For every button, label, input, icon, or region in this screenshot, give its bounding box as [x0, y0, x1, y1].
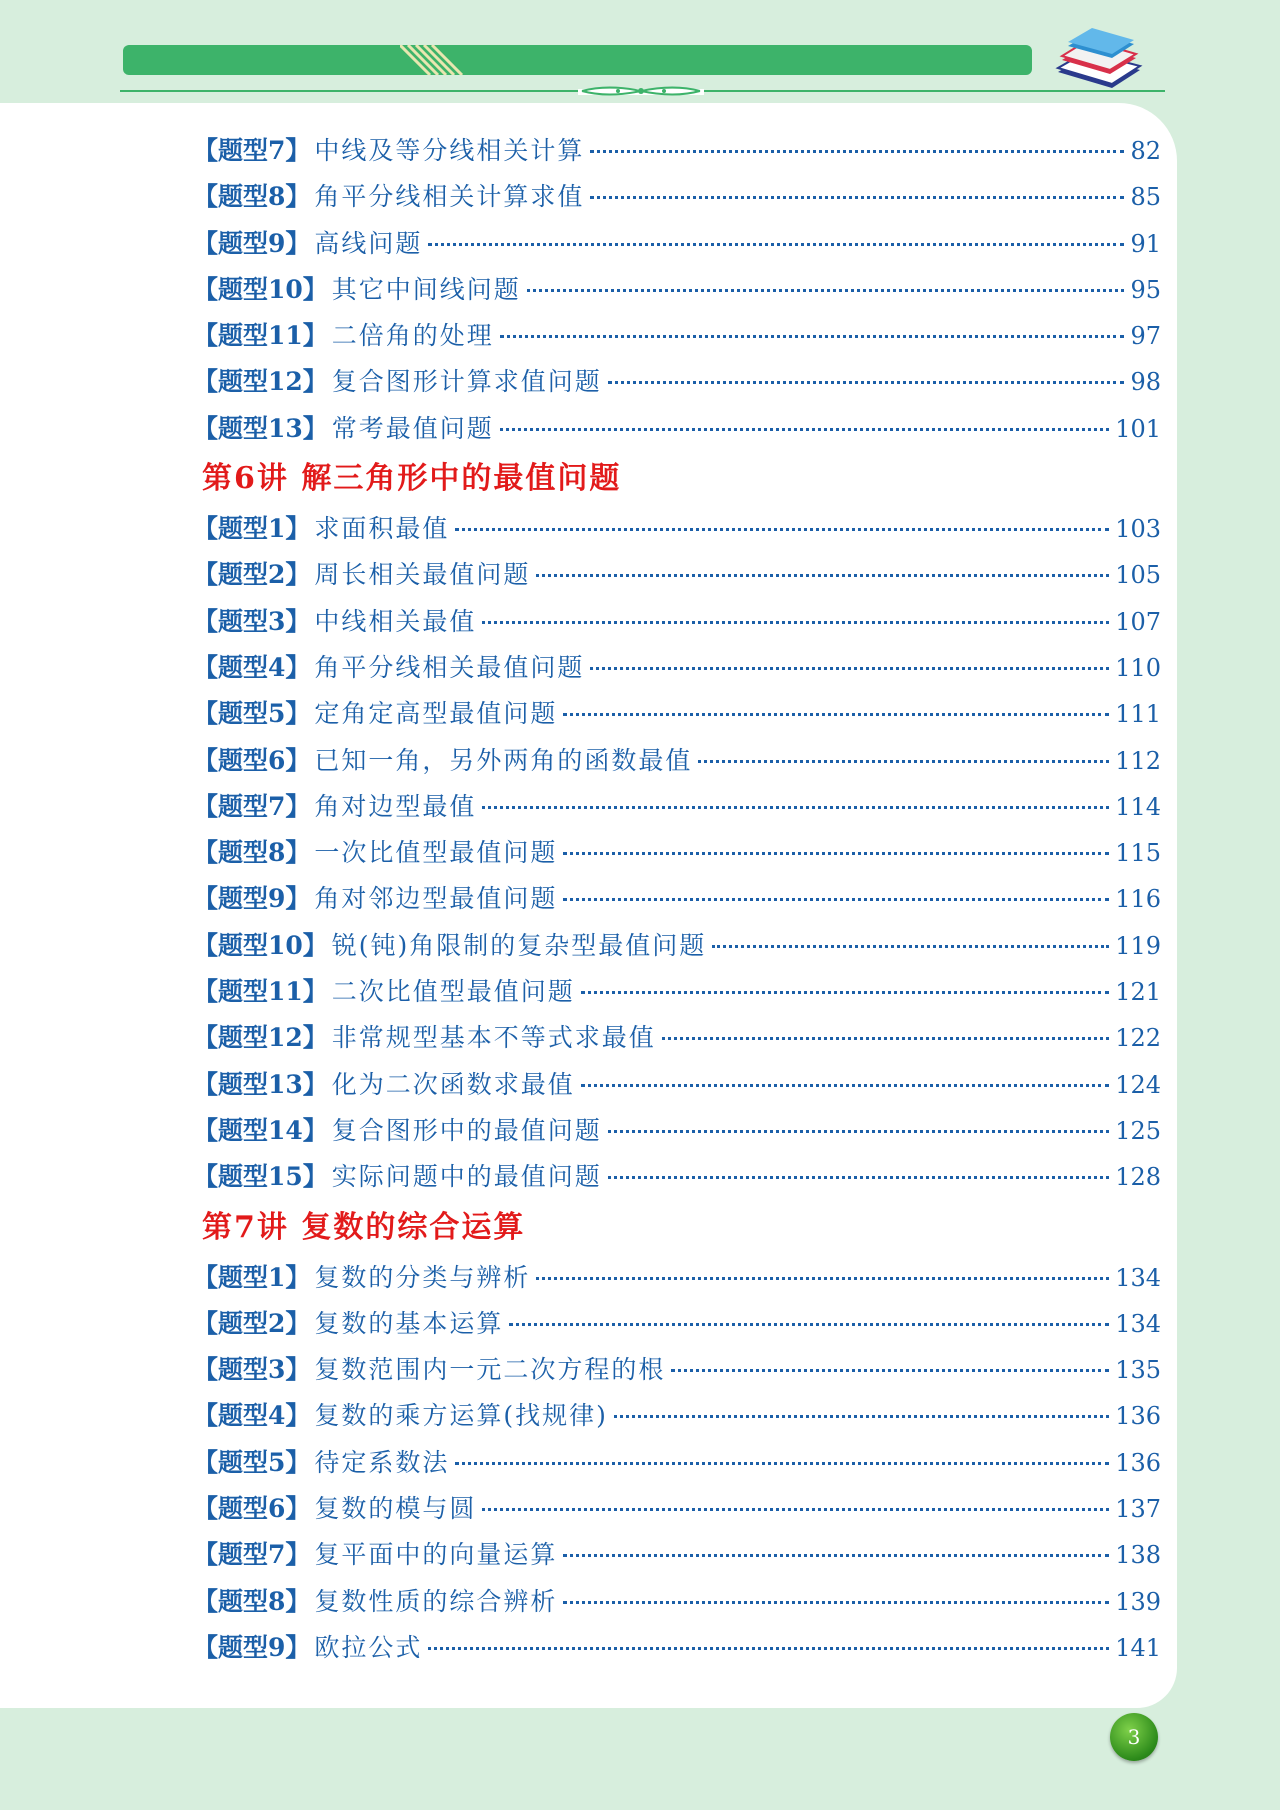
dot-leader [590, 150, 1124, 153]
toc-entry[interactable] [193, 1015, 1161, 1061]
entry-page-number: 139 [1115, 1587, 1161, 1616]
entry-tag: 【题型5】 [193, 1447, 311, 1477]
entry-tag: 【题型14】 [193, 1115, 328, 1145]
toc-entry[interactable] [193, 1579, 1161, 1625]
toc-entry[interactable] [193, 1062, 1161, 1108]
entry-page-number: 122 [1115, 1024, 1161, 1053]
dot-leader [500, 335, 1125, 338]
entry-title: 化为二次函数求最值 [331, 1069, 575, 1099]
entry-tag: 【题型3】 [193, 1355, 311, 1385]
page-number-badge: 3 [1110, 1713, 1158, 1761]
toc-entry[interactable] [193, 1393, 1161, 1439]
toc-entry[interactable] [193, 738, 1161, 784]
toc-entry[interactable] [193, 1486, 1161, 1532]
entry-title: 复平面中的向量运算 [314, 1540, 558, 1570]
entry-page-number: 103 [1115, 515, 1161, 544]
entry-page-number: 97 [1130, 322, 1161, 351]
toc-entry[interactable] [193, 406, 1161, 452]
entry-title: 角对边型最值 [314, 791, 477, 821]
entry-page-number: 98 [1130, 368, 1161, 397]
entry-title: 复数的模与圆 [314, 1494, 477, 1524]
entry-tag: 【题型2】 [193, 560, 311, 590]
entry-title: 一次比值型最值问题 [314, 838, 558, 868]
entry-title: 复数的乘方运算(找规律) [314, 1401, 608, 1431]
header-bar [123, 45, 1032, 75]
entry-tag: 【题型1】 [193, 514, 311, 544]
entry-title: 角平分线相关最值问题 [314, 652, 585, 682]
toc-entry[interactable] [193, 128, 1161, 174]
entry-title: 定角定高型最值问题 [314, 699, 558, 729]
entry-page-number: 115 [1115, 839, 1161, 868]
entry-tag: 【题型10】 [193, 930, 328, 960]
dot-leader [455, 528, 1109, 531]
toc-entry[interactable] [193, 784, 1161, 830]
toc-entry[interactable] [193, 691, 1161, 737]
entry-title: 复数的分类与辨析 [314, 1262, 531, 1292]
entry-page-number: 124 [1115, 1070, 1161, 1099]
dot-leader [671, 1369, 1109, 1372]
dot-leader [590, 667, 1109, 670]
dot-leader [662, 1037, 1109, 1040]
toc-entry[interactable] [193, 359, 1161, 405]
entry-title: 其它中间线问题 [331, 274, 521, 304]
toc-entry[interactable] [193, 1154, 1161, 1200]
toc-entry[interactable] [193, 1301, 1161, 1347]
dot-leader [614, 1415, 1109, 1418]
toc-entry[interactable] [193, 1108, 1161, 1154]
entry-page-number: 137 [1115, 1495, 1161, 1524]
entry-title: 复合图形计算求值问题 [331, 367, 602, 397]
toc-entry[interactable] [193, 267, 1161, 313]
entry-tag: 【题型9】 [193, 1632, 311, 1662]
dot-leader [527, 289, 1125, 292]
entry-title: 实际问题中的最值问题 [331, 1162, 602, 1192]
entry-tag: 【题型10】 [193, 274, 328, 304]
entry-page-number: 134 [1115, 1263, 1161, 1292]
entry-title: 求面积最值 [314, 514, 450, 544]
entry-title: 锐(钝)角限制的复杂型最值问题 [331, 930, 707, 960]
entry-page-number: 105 [1115, 561, 1161, 590]
entry-tag: 【题型12】 [193, 367, 328, 397]
chapter-heading[interactable]: 第6讲 解三角形中的最值问题 [202, 461, 622, 497]
stacked-books-icon [1052, 22, 1144, 92]
dot-leader [608, 1176, 1109, 1179]
entry-page-number: 119 [1115, 931, 1161, 960]
dot-leader [581, 1084, 1109, 1087]
dot-leader [581, 991, 1109, 994]
dot-leader [428, 1647, 1109, 1650]
entry-page-number: 136 [1115, 1402, 1161, 1431]
entry-tag: 【题型8】 [193, 182, 311, 212]
entry-tag: 【题型5】 [193, 699, 311, 729]
dot-leader [536, 574, 1109, 577]
entry-tag: 【题型1】 [193, 1262, 311, 1292]
toc-entry[interactable] [193, 221, 1161, 267]
entry-tag: 【题型3】 [193, 606, 311, 636]
toc-entry[interactable] [193, 876, 1161, 922]
entry-title: 二次比值型最值问题 [331, 977, 575, 1007]
entry-title: 中线及等分线相关计算 [314, 136, 585, 165]
entry-tag: 【题型4】 [193, 652, 311, 682]
entry-title: 中线相关最值 [314, 606, 477, 636]
toc-entry[interactable] [193, 1347, 1161, 1393]
toc-entry[interactable] [193, 506, 1161, 552]
dot-leader [482, 1508, 1109, 1511]
entry-page-number: 116 [1115, 885, 1161, 914]
header-stripes [400, 45, 490, 75]
entry-page-number: 110 [1115, 653, 1161, 682]
toc-entry[interactable] [193, 1255, 1161, 1301]
toc-entry[interactable] [193, 313, 1161, 359]
entry-tag: 【题型15】 [193, 1162, 328, 1192]
entry-title: 角对邻边型最值问题 [314, 884, 558, 914]
entry-title: 复合图形中的最值问题 [331, 1115, 602, 1145]
entry-page-number: 134 [1115, 1309, 1161, 1338]
entry-title: 非常规型基本不等式求最值 [331, 1023, 656, 1053]
toc-entry[interactable] [193, 969, 1161, 1015]
entry-page-number: 128 [1115, 1163, 1161, 1192]
dot-leader [608, 1130, 1109, 1133]
toc-entry[interactable] [193, 830, 1161, 876]
dot-leader [536, 1277, 1109, 1280]
entry-tag: 【题型9】 [193, 228, 311, 258]
entry-title: 复数范围内一元二次方程的根 [314, 1355, 666, 1385]
entry-tag: 【题型4】 [193, 1401, 311, 1431]
toc-entry[interactable] [193, 1532, 1161, 1578]
entry-page-number: 125 [1115, 1116, 1161, 1145]
dot-leader [712, 945, 1109, 948]
dot-leader [563, 852, 1109, 855]
entry-title: 欧拉公式 [314, 1632, 423, 1662]
dot-leader [563, 1554, 1109, 1557]
dot-leader [428, 243, 1124, 246]
entry-tag: 【题型8】 [193, 1586, 311, 1616]
entry-tag: 【题型7】 [193, 1540, 311, 1570]
toc-entry[interactable] [193, 599, 1161, 645]
entry-tag: 【题型13】 [193, 1069, 328, 1099]
entry-tag: 【题型9】 [193, 884, 311, 914]
entry-tag: 【题型6】 [193, 1494, 311, 1524]
dot-leader [455, 1462, 1109, 1465]
entry-title: 高线问题 [314, 228, 423, 258]
entry-tag: 【题型11】 [193, 977, 328, 1007]
entry-page-number: 111 [1115, 700, 1161, 729]
dot-leader [563, 898, 1109, 901]
entry-title: 二倍角的处理 [331, 321, 494, 351]
entry-tag: 【题型8】 [193, 838, 311, 868]
chapter-heading[interactable]: 第7讲 复数的综合运算 [202, 1209, 526, 1245]
entry-title: 复数的基本运算 [314, 1308, 504, 1338]
entry-page-number: 141 [1115, 1633, 1161, 1662]
entry-title: 已知一角，另外两角的函数最值 [314, 745, 693, 775]
table-of-contents [193, 128, 1161, 1671]
dot-leader [608, 381, 1125, 384]
toc-entry[interactable] [193, 1625, 1161, 1671]
entry-title: 角平分线相关计算求值 [314, 182, 585, 212]
entry-tag: 【题型11】 [193, 321, 328, 351]
dot-leader [482, 806, 1109, 809]
dot-leader [500, 428, 1109, 431]
entry-page-number: 121 [1115, 978, 1161, 1007]
entry-tag: 【题型2】 [193, 1308, 311, 1338]
dot-leader [563, 713, 1109, 716]
entry-page-number: 112 [1115, 746, 1161, 775]
entry-page-number: 101 [1115, 414, 1161, 443]
toc-entry[interactable] [193, 1440, 1161, 1486]
entry-page-number: 107 [1115, 607, 1161, 636]
entry-page-number: 95 [1130, 275, 1161, 304]
dot-leader [509, 1323, 1109, 1326]
entry-title: 常考最值问题 [331, 413, 494, 443]
dot-leader [590, 196, 1124, 199]
toc-entry[interactable] [193, 923, 1161, 969]
entry-page-number: 135 [1115, 1356, 1161, 1385]
entry-page-number: 136 [1115, 1448, 1161, 1477]
entry-title: 复数性质的综合辨析 [314, 1586, 558, 1616]
entry-page-number: 91 [1130, 229, 1161, 258]
entry-tag: 【题型12】 [193, 1023, 328, 1053]
dot-leader [563, 1601, 1109, 1604]
entry-tag: 【题型7】 [193, 136, 311, 165]
entry-title: 待定系数法 [314, 1447, 450, 1477]
dot-leader [482, 621, 1109, 624]
entry-tag: 【题型6】 [193, 745, 311, 775]
entry-tag: 【题型13】 [193, 413, 328, 443]
entry-page-number: 85 [1130, 183, 1161, 212]
entry-page-number: 114 [1115, 792, 1161, 821]
ornament-icon [578, 82, 704, 100]
toc-entry[interactable] [193, 174, 1161, 220]
entry-page-number: 138 [1115, 1541, 1161, 1570]
toc-entry[interactable] [193, 552, 1161, 598]
entry-tag: 【题型7】 [193, 791, 311, 821]
entry-page-number: 82 [1130, 137, 1161, 165]
dot-leader [698, 760, 1109, 763]
entry-title: 周长相关最值问题 [314, 560, 531, 590]
toc-entry[interactable] [193, 645, 1161, 691]
